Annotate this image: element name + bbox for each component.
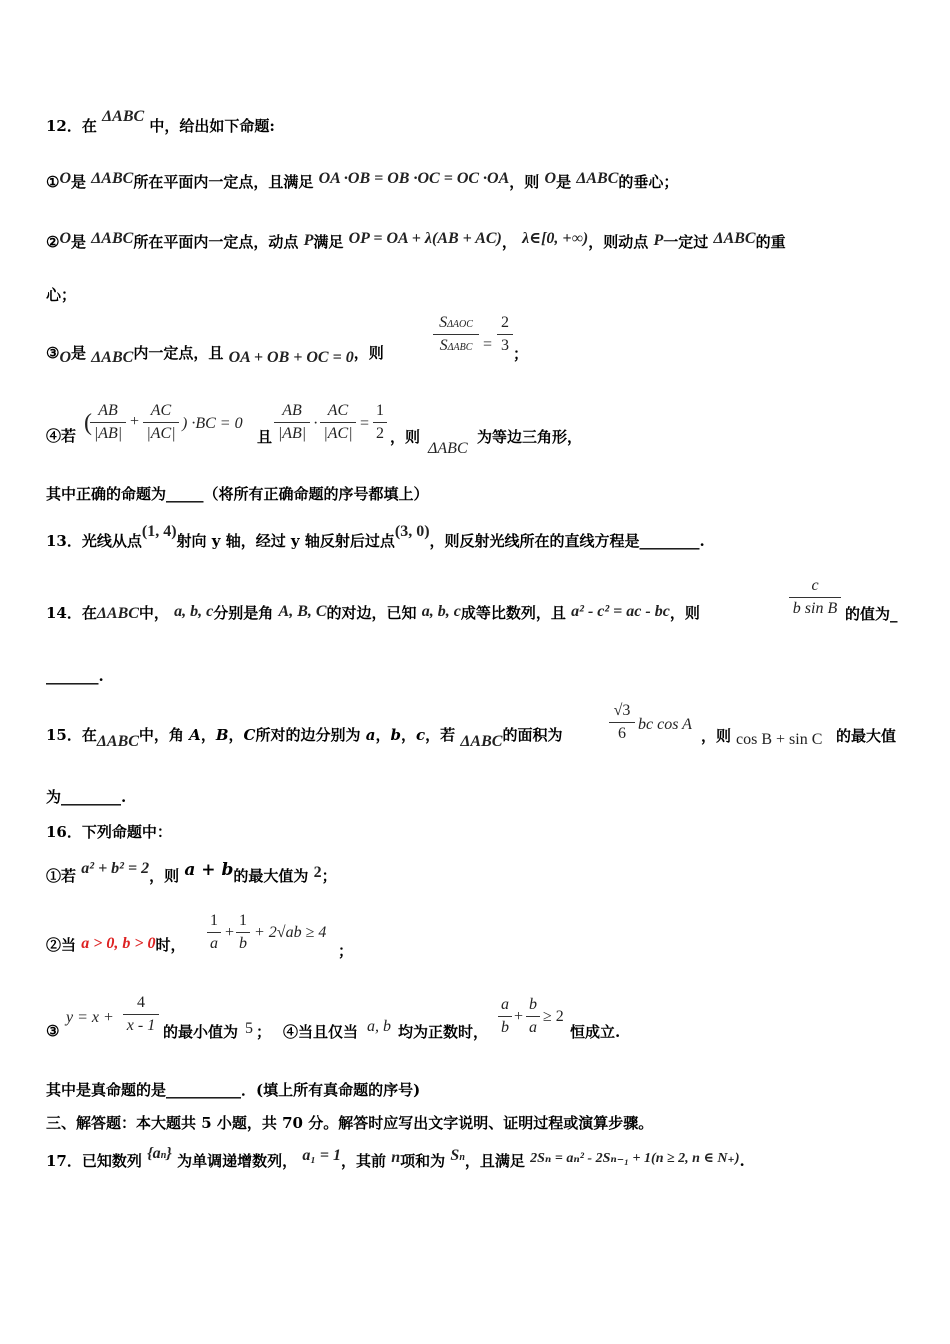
circled-1: ① <box>46 867 62 885</box>
q12-prop-2 <box>46 232 786 253</box>
vector-equation: OA ·OB = OB ·OC = OC ·OA <box>318 170 510 187</box>
point-o: O <box>59 230 72 247</box>
text: ，则动点 <box>588 233 649 251</box>
c-over-bsinb <box>789 577 841 618</box>
triangle-abc: ΔABC <box>428 440 468 457</box>
text: 1 <box>376 402 384 419</box>
circled-3: ③ <box>46 344 60 362</box>
text: 所在平面内一定点，且满足 <box>133 173 314 191</box>
text: ； <box>321 867 337 885</box>
text: 且 <box>257 428 273 446</box>
text: 2 <box>501 314 509 331</box>
point-1-4: (1, 4) <box>141 523 177 540</box>
text: ， <box>228 726 244 744</box>
text: 的对边，已知 <box>326 604 417 622</box>
text: 是 <box>71 344 87 362</box>
text: } <box>166 1145 172 1162</box>
point-3-0: (3, 0) <box>394 523 430 540</box>
angles-abc: A, B, C <box>278 603 327 620</box>
text: 17．已知数列 <box>46 1152 142 1170</box>
text: |AB| <box>93 425 123 442</box>
text: |AC| <box>323 425 353 442</box>
vector-equation: OP = OA + λ(AB + AC) <box>348 230 502 247</box>
text: A <box>189 726 201 744</box>
text: n <box>160 1150 167 1161</box>
text: ； <box>256 1023 272 1041</box>
text: 13．光线从点 <box>46 532 142 550</box>
section-3-heading: 三、解答题：本大题共 5 小题，共 70 分。解答时应写出文字说明、证明过程或演算步骤。 <box>46 1114 654 1132</box>
q12-header <box>46 108 275 137</box>
unit-vector-ab-2 <box>274 402 310 443</box>
text: AC <box>150 402 172 419</box>
text: 均为正数时， <box>398 1023 489 1041</box>
text: 的最小值为 <box>163 1023 239 1041</box>
semicolon: ； <box>338 942 354 960</box>
point-p: P <box>653 232 664 249</box>
text: ， <box>200 726 216 744</box>
text: 1 <box>210 912 218 929</box>
text: ，且满足 <box>464 1152 525 1170</box>
text: 若 <box>61 427 77 445</box>
text: 所在平面内一定点，动点 <box>133 233 299 251</box>
q12-prop-3 <box>46 343 384 364</box>
function-y: y = x + <box>66 1009 114 1026</box>
text: AC <box>327 402 349 419</box>
text: 为等边三角形， <box>477 428 583 446</box>
q14-blank: _______. <box>46 667 104 685</box>
text: ，则 <box>669 604 700 622</box>
value-5: 5 <box>245 1020 253 1037</box>
text: 3 <box>501 337 509 354</box>
equals-sign: = <box>483 336 493 353</box>
text: |AC| <box>146 425 176 442</box>
text: a <box>529 1019 537 1036</box>
point-o: O <box>544 170 557 187</box>
sum-of-squares: a² + b² = 2 <box>81 860 150 877</box>
text: S <box>439 314 448 331</box>
q16-prop-4 <box>283 1021 358 1042</box>
text: 项和为 <box>400 1152 446 1170</box>
semicolon: ； <box>513 345 529 363</box>
a-over-b <box>498 996 512 1037</box>
text: |AB| <box>277 425 307 442</box>
circled-4: ④ <box>46 427 62 445</box>
circled-2: ② <box>46 936 62 954</box>
area-expr: bc cos A <box>638 716 692 733</box>
text: a <box>210 935 218 952</box>
q12-prop-4-lead <box>46 426 76 446</box>
text: 2 <box>376 425 384 442</box>
text: ，若 <box>425 726 456 744</box>
q16-answer-line: 其中是真命题的是__________．(填上所有真命题的序号) <box>46 1081 421 1099</box>
plus-sign: + <box>225 924 235 941</box>
text: 成等比数列，且 <box>460 604 566 622</box>
circled-1: ① <box>46 173 60 191</box>
sqrt3-over-6 <box>609 702 635 743</box>
area-ratio-fraction <box>433 314 479 355</box>
ineq-tail: + 2√ab ≥ 4 <box>254 924 327 941</box>
text: 6 <box>618 725 626 742</box>
text: ，则 <box>509 173 540 191</box>
q17 <box>46 1145 745 1174</box>
positive-condition: a > 0, b > 0 <box>81 935 156 952</box>
q14 <box>46 603 700 624</box>
triangle-abc: ΔABC <box>91 230 134 247</box>
circled-2: ② <box>46 233 60 251</box>
triangle-abc: ΔABC <box>713 230 756 247</box>
text: 1 <box>239 912 247 929</box>
four-over-x-minus-1 <box>123 994 159 1035</box>
side-relation: a² - c² = ac - bc <box>571 603 670 620</box>
triangle-abc: ΔABC <box>96 733 139 750</box>
plus-sign: + <box>514 1008 524 1025</box>
text: ， <box>375 726 391 744</box>
text: 一定过 <box>663 233 709 251</box>
unit-vector-ac <box>143 402 179 443</box>
text: 时， <box>155 936 186 954</box>
point-o: O <box>59 349 72 366</box>
point-o: O <box>59 170 72 187</box>
text: 的面积为 <box>502 726 563 744</box>
text: a <box>365 726 376 744</box>
a-b-vars: a, b <box>367 1018 391 1035</box>
circled-3: ③ <box>46 1022 60 1040</box>
circled-4: ④ <box>283 1023 299 1041</box>
text: b sin B <box>792 600 838 617</box>
b-over-a <box>526 996 540 1037</box>
point-p: P <box>303 232 314 249</box>
text: 满足 <box>313 233 344 251</box>
text: 所对的边分别为 <box>255 726 361 744</box>
text: 的垂心； <box>618 173 679 191</box>
vector-sum-zero: OA + OB + OC = 0 <box>228 349 354 366</box>
q12-answer-line: 其中正确的命题为_____（将所有正确命题的序号都填上） <box>46 485 429 503</box>
equals-sign: = <box>360 415 370 432</box>
text: . <box>739 1152 745 1170</box>
triangle-abc: ΔABC <box>91 170 134 187</box>
text: 15．在 <box>46 726 97 744</box>
text: B <box>215 726 229 744</box>
text: 是 <box>556 173 572 191</box>
sum-sn: S <box>450 1147 460 1164</box>
sides-abc: a, b, c <box>174 603 214 620</box>
text: 中，角 <box>138 726 184 744</box>
text: ΔAOC <box>447 319 473 330</box>
text: C <box>243 726 256 744</box>
text: 内一定点，且 <box>133 344 224 362</box>
q16-prop-3-4 <box>46 1021 59 1041</box>
q16-header: 16．下列命题中： <box>46 823 172 841</box>
two-thirds-fraction <box>497 314 513 355</box>
text: 的最大值 <box>836 727 897 745</box>
text: 2 <box>313 864 322 881</box>
text: 当 <box>61 936 77 954</box>
text: 中， <box>138 604 169 622</box>
triangle-abc: ΔABC <box>91 349 134 366</box>
text: 的值为_ <box>845 605 898 623</box>
text: c <box>811 577 819 594</box>
q15 <box>46 725 563 750</box>
text: 14．在 <box>46 604 97 622</box>
text: n <box>459 1152 465 1163</box>
text: ， <box>400 726 416 744</box>
one-half-fraction <box>373 402 387 443</box>
text: b <box>239 935 247 952</box>
plus-sign: + <box>130 413 140 430</box>
text: AB <box>282 402 302 419</box>
text: b <box>390 726 401 744</box>
a-plus-b: a + b <box>184 860 234 880</box>
q12-prop-2-cont: 心； <box>46 286 77 304</box>
one-over-b <box>236 912 250 953</box>
text: ΔABC <box>447 342 473 353</box>
unit-vector-ac-2 <box>320 402 356 443</box>
geq-2: ≥ 2 <box>543 1008 564 1025</box>
text: ，则 <box>353 344 384 362</box>
q13 <box>46 523 705 552</box>
text: 恒成立. <box>570 1023 621 1041</box>
text: √3 <box>613 702 631 719</box>
q16-prop-1 <box>46 860 337 887</box>
triangle-abc: ΔABC <box>460 733 503 750</box>
text: 当且仅当 <box>298 1023 359 1041</box>
text: b <box>501 1019 509 1036</box>
q12-head-text: 中，给出如下命题: <box>149 117 275 135</box>
cosb-plus-sinc: cos B + sin C <box>736 731 823 748</box>
text: a <box>501 996 509 1013</box>
text: 若 <box>61 867 77 885</box>
a1-equals-1: a₁ = 1 <box>302 1147 342 1164</box>
text: x - 1 <box>126 1017 156 1034</box>
text: 的最大值为 <box>233 867 309 885</box>
text: 是 <box>71 173 87 191</box>
lambda-range: λ∈[0, +∞) <box>522 230 589 247</box>
text: 射向 y 轴，经过 y 轴反射后过点 <box>176 532 395 550</box>
text: c <box>416 726 426 744</box>
text: S <box>439 337 448 354</box>
text: 分别是角 <box>213 604 274 622</box>
sequence-an: {a <box>147 1145 161 1162</box>
triangle-abc: ΔABC <box>102 108 145 125</box>
text: 为单调递增数列， <box>177 1152 298 1170</box>
open-paren: ( <box>84 410 92 436</box>
q16-prop-2-lead <box>46 935 186 956</box>
text: 的重 <box>755 233 786 251</box>
text: b <box>529 996 537 1013</box>
dot-bc-zero: ) ·BC = 0 <box>182 415 243 432</box>
one-over-a <box>207 912 221 953</box>
text: AB <box>98 402 118 419</box>
q15-blank: 为________. <box>46 788 127 806</box>
text: ，其前 <box>341 1152 387 1170</box>
text: ，则 <box>701 727 732 745</box>
dot-sign: · <box>313 415 319 432</box>
text: ，则 <box>390 428 421 446</box>
q12-number: 12．在 <box>46 117 97 135</box>
text: ，则 <box>149 867 180 885</box>
q12-prop-1 <box>46 172 678 193</box>
triangle-abc: ΔABC <box>96 605 139 622</box>
text: ，则反射光线所在的直线方程是________. <box>429 532 705 550</box>
text: 是 <box>71 233 87 251</box>
text: 4 <box>137 994 145 1011</box>
triangle-abc: ΔABC <box>576 170 619 187</box>
var-n: n <box>391 1149 401 1166</box>
text: ， <box>501 233 517 251</box>
sides-abc: a, b, c <box>421 603 461 620</box>
unit-vector-ab <box>90 402 126 443</box>
recurrence-relation: 2Sₙ = aₙ² - 2Sₙ₋₁ + 1(n ≥ 2, n ∈ N₊) <box>530 1151 740 1166</box>
